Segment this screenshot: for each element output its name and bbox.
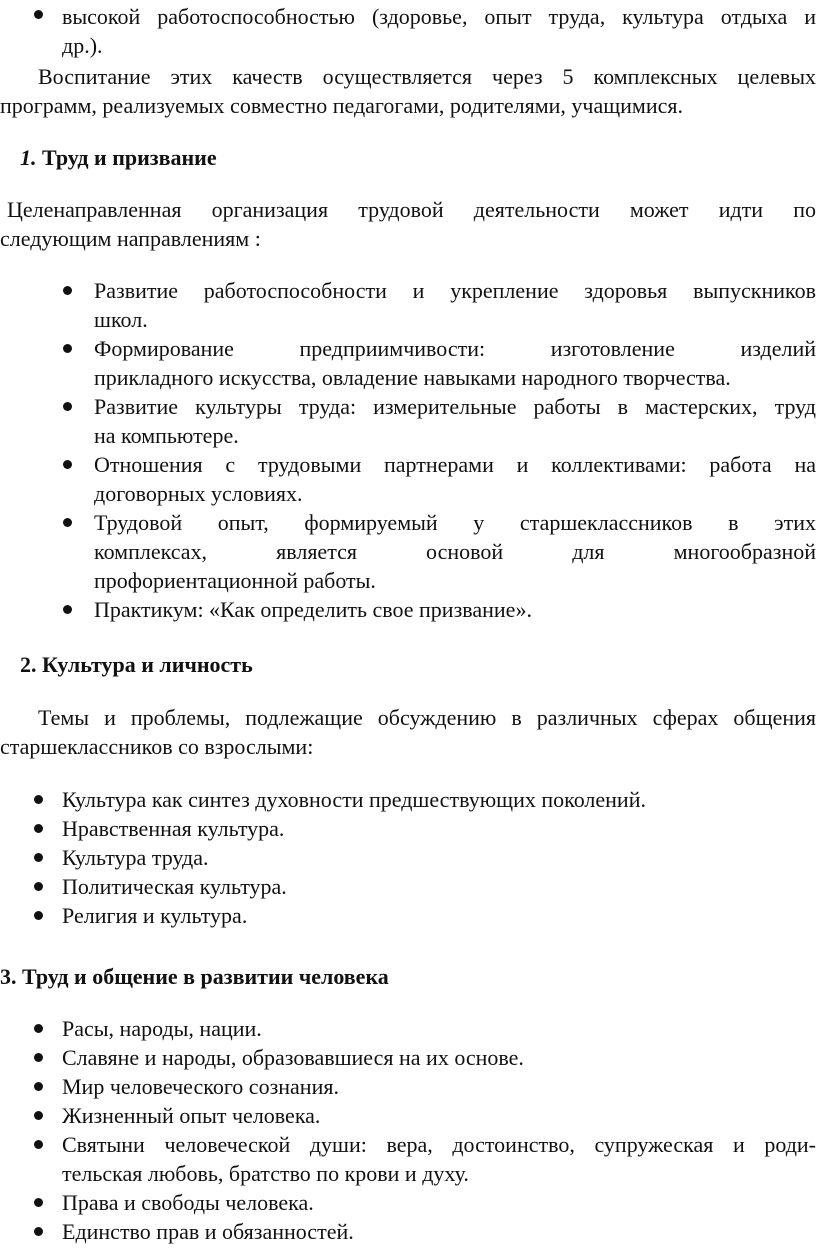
- list-item-line: на компьютере.: [94, 423, 239, 448]
- section-1-heading: [20, 143, 816, 172]
- bullet-icon: [34, 1198, 43, 1207]
- paragraph-line: следующим направлениям :: [0, 226, 261, 251]
- list-item: [0, 595, 816, 624]
- list-item-line: Святыни человеческой души: вера, достоинство, супружеская и роди-: [62, 1132, 816, 1157]
- intro-bullet-line: высокой работоспособностью (здоровье, опыт труда, культура отдыха и: [62, 4, 816, 29]
- bullet-icon: [34, 1053, 43, 1062]
- bullet-icon: [34, 1140, 43, 1149]
- list-item-line: комплексах, является основой для многообразной: [94, 539, 816, 564]
- list-item-line: Формирование предприимчивости: изготовление изделий: [94, 336, 816, 361]
- list-item-line: Жизненный опыт человека.: [62, 1103, 321, 1128]
- section-3-heading: [0, 962, 816, 991]
- list-item: [0, 1130, 816, 1188]
- section-1-number: 1.: [20, 145, 37, 170]
- list-item: [0, 1188, 816, 1217]
- section-3-list: [0, 1014, 816, 1246]
- list-item: [0, 1072, 816, 1101]
- bullet-icon: [34, 882, 43, 891]
- list-item: [0, 872, 816, 901]
- list-item-line: Единство прав и обязанностей.: [62, 1219, 354, 1244]
- list-item-line: Практикум: «Как определить свое призвание».: [94, 597, 532, 622]
- list-item-line: Нравственная культура.: [62, 816, 285, 841]
- section-2-intro: [0, 703, 816, 761]
- list-item: [0, 1101, 816, 1130]
- list-item: [0, 1014, 816, 1043]
- list-item-line: Расы, народы, нации.: [62, 1016, 262, 1041]
- intro-bullet: [0, 2, 816, 60]
- list-item-line: Трудовой опыт, формируемый у старшеклассников в этих: [94, 510, 816, 535]
- list-item: [0, 392, 816, 450]
- list-item: [0, 508, 816, 595]
- section-1-title: Труд и призвание: [42, 145, 217, 170]
- bullet-icon: [34, 1082, 43, 1091]
- bullet-icon: [34, 1111, 43, 1120]
- list-item-line: договорных условиях.: [94, 481, 303, 506]
- list-item: [0, 334, 816, 392]
- paragraph-line: Темы и проблемы, подлежащие обсуждению в различных сферах общения: [38, 705, 816, 730]
- list-item: [0, 1217, 816, 1246]
- paragraph-line: старшеклассников со взрослыми:: [0, 734, 314, 759]
- intro-bullet-line: др.).: [62, 33, 103, 58]
- list-item: [0, 450, 816, 508]
- list-item-line: Политическая культура.: [62, 874, 287, 899]
- intro-paragraph: [0, 62, 816, 120]
- list-item: [0, 814, 816, 843]
- bullet-icon: [63, 518, 72, 527]
- bullet-icon: [34, 824, 43, 833]
- bullet-icon: [63, 286, 72, 295]
- bullet-icon: [63, 460, 72, 469]
- list-item-line: Развитие работоспособности и укрепление здоровья выпускников: [94, 278, 816, 303]
- list-item-line: тельская любовь, братство по крови и духу.: [62, 1161, 469, 1186]
- bullet-icon: [34, 911, 43, 920]
- section-3-title: 3. Труд и общение в развитии человека: [0, 964, 389, 989]
- list-item-line: прикладного искусства, овладение навыками народного творчества.: [94, 365, 731, 390]
- list-item-line: Отношения с трудовыми партнерами и коллективами: работа на: [94, 452, 816, 477]
- paragraph-line: Воспитание этих качеств осуществляется через 5 комплексных целевых: [38, 64, 816, 89]
- list-item-line: Развитие культуры труда: измерительные работы в мастерских, труд: [94, 394, 816, 419]
- list-item-line: Религия и культура.: [62, 903, 248, 928]
- list-item-line: Права и свободы человека.: [62, 1190, 314, 1215]
- section-1-intro: [0, 195, 816, 253]
- list-item-line: Культура труда.: [62, 845, 209, 870]
- bullet-icon: [34, 853, 43, 862]
- section-2-heading: [20, 650, 816, 679]
- bullet-icon: [63, 402, 72, 411]
- paragraph-line: программ, реализуемых совместно педагогами, родителями, учащимися.: [0, 93, 684, 118]
- list-item-line: школ.: [94, 307, 148, 332]
- list-item: [0, 901, 816, 930]
- bullet-icon: [63, 344, 72, 353]
- list-item-line: профориентационной работы.: [94, 568, 376, 593]
- list-item: [0, 276, 816, 334]
- bullet-icon: [63, 605, 72, 614]
- list-item: [0, 785, 816, 814]
- list-item: [0, 843, 816, 872]
- bullet-icon: [34, 1024, 43, 1033]
- bullet-icon: [34, 1227, 43, 1236]
- bullet-icon: [34, 10, 43, 19]
- bullet-icon: [34, 795, 43, 804]
- section-2-list: [0, 785, 816, 930]
- list-item-line: Культура как синтез духовности предшествующих поколений.: [62, 787, 646, 812]
- list-item-line: Мир человеческого сознания.: [62, 1074, 339, 1099]
- section-2-title: 2. Культура и личность: [20, 652, 253, 677]
- section-1-list: [0, 276, 816, 624]
- list-item-line: Славяне и народы, образовавшиеся на их основе.: [62, 1045, 524, 1070]
- paragraph-line: Целенаправленная организация трудовой деятельности может идти по: [7, 197, 816, 222]
- list-item: [0, 1043, 816, 1072]
